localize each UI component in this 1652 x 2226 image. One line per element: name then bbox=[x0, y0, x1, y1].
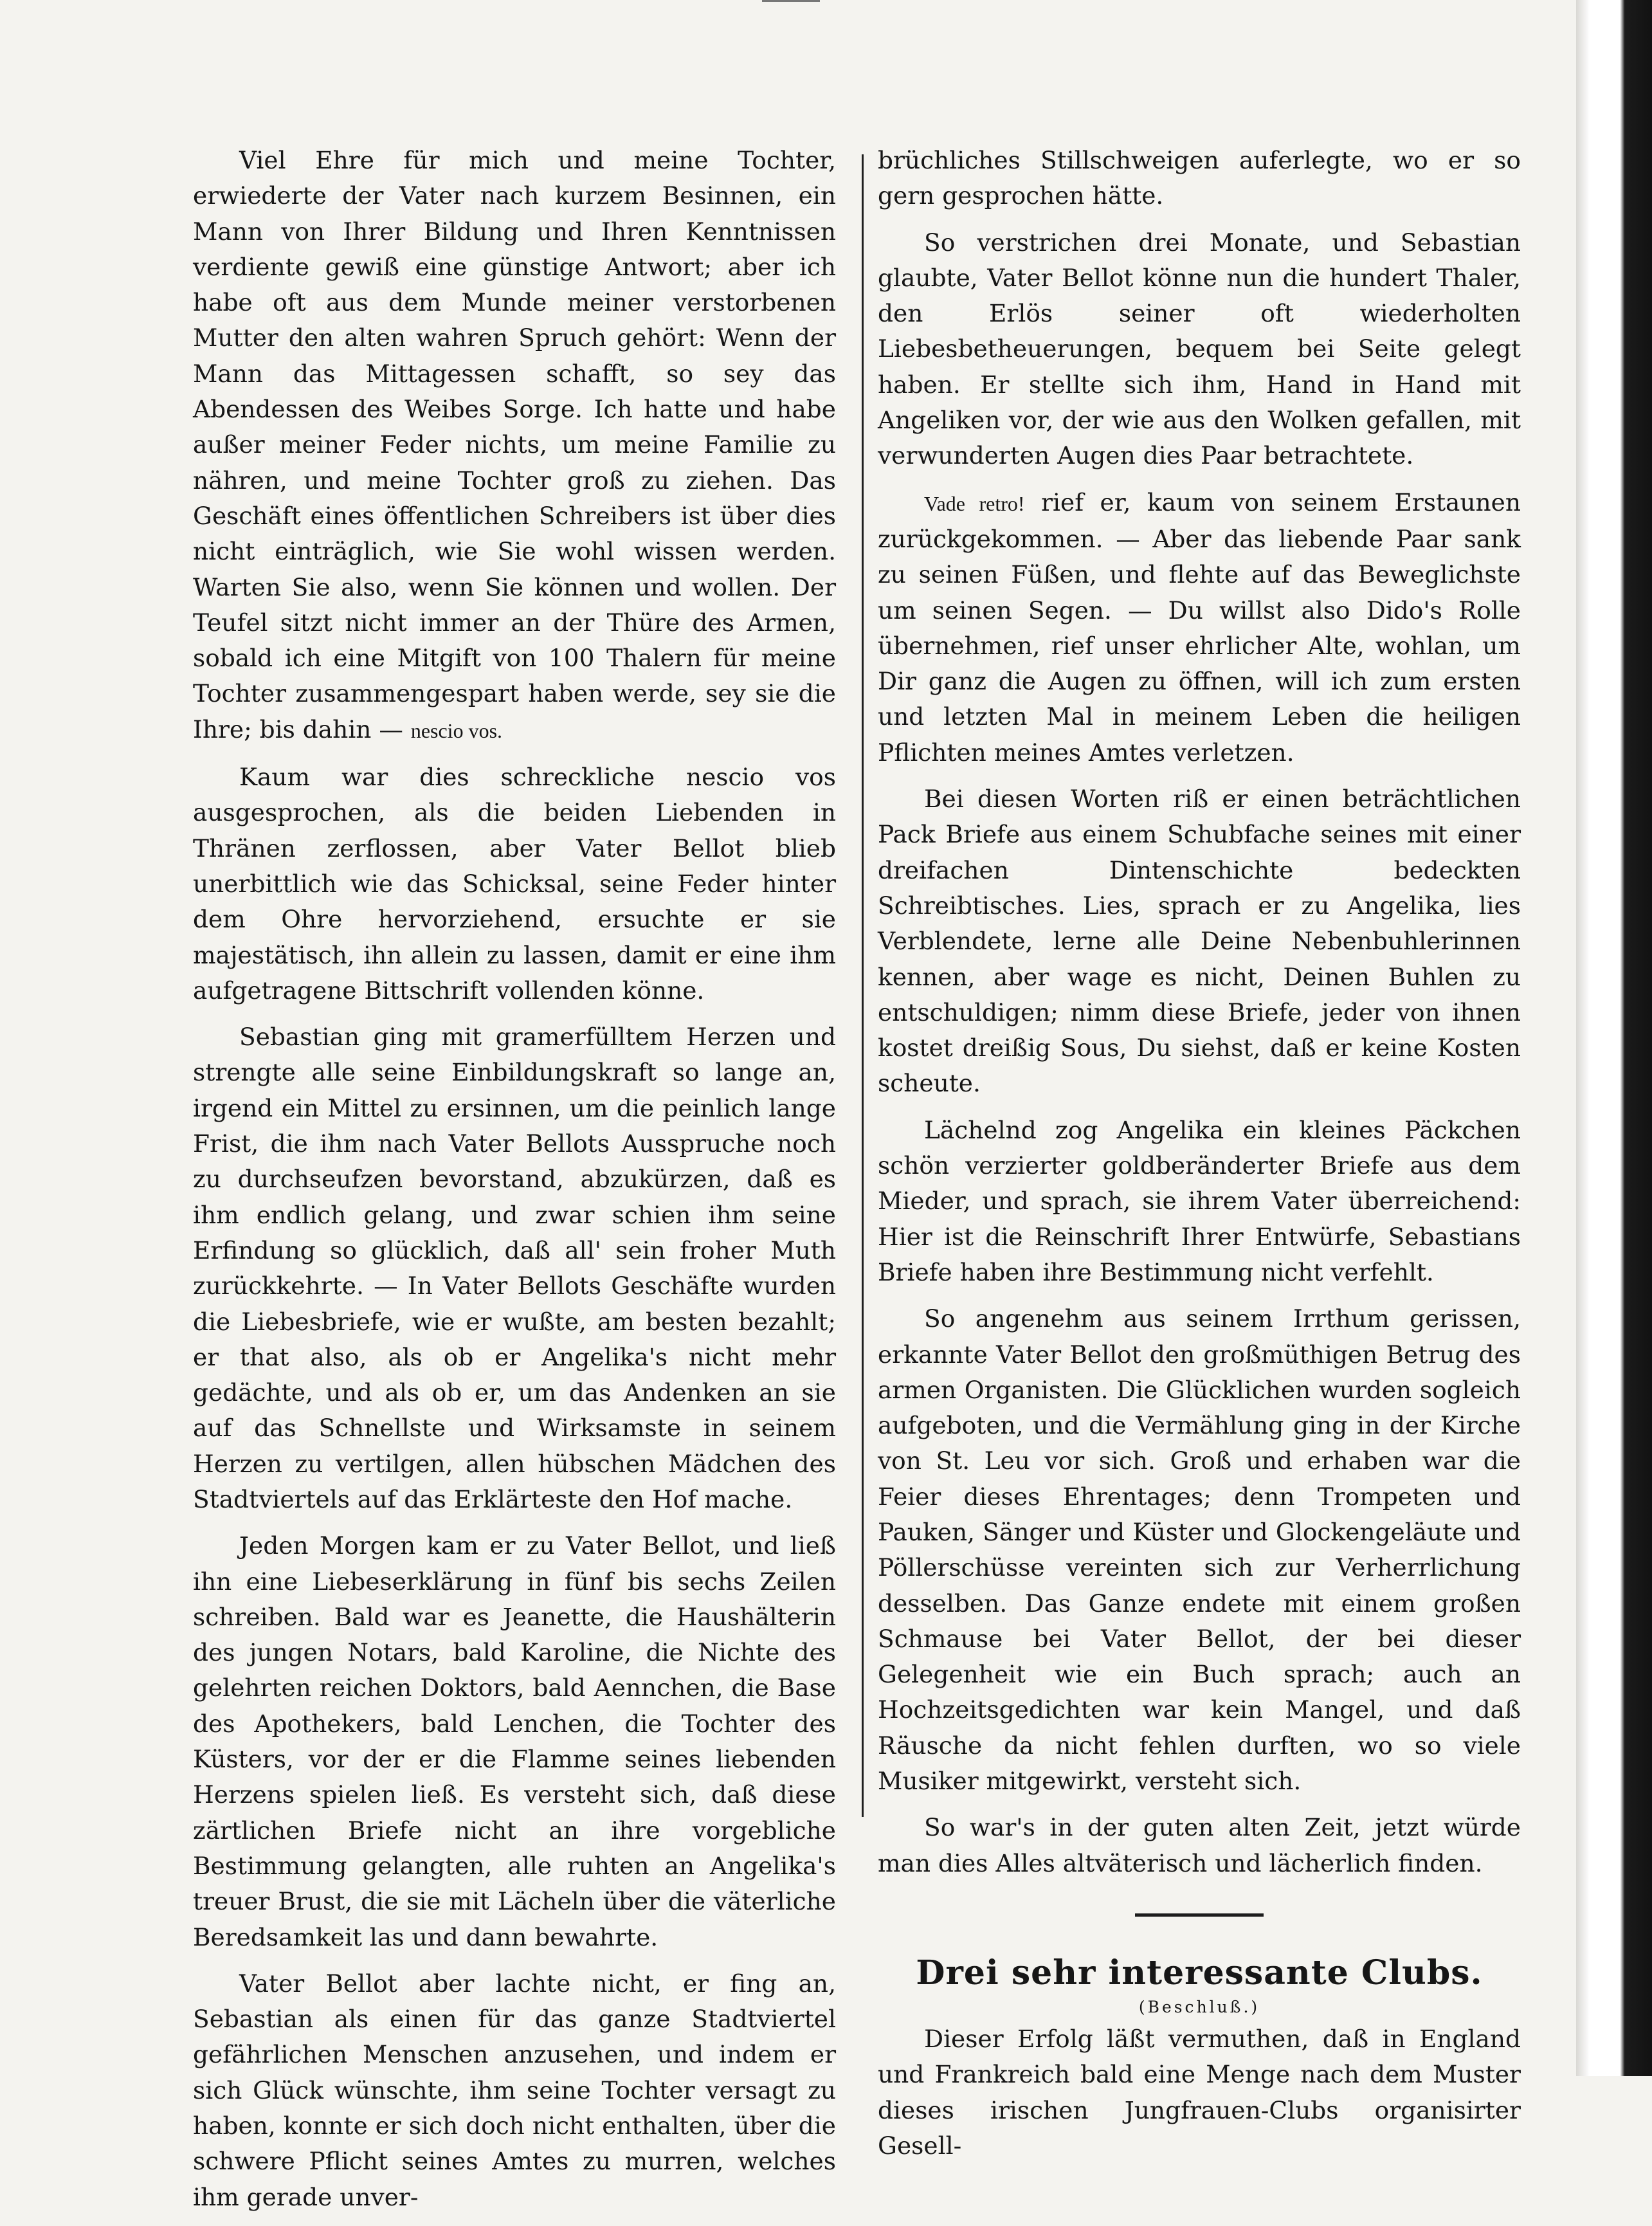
paragraph: Jeden Morgen kam er zu Vater Bellot, und ließ ihn eine Liebeserklärung in fünf bis sechs Zeilen schreiben. Bald war es Jeanette, die Haushälterin des jungen Notars, bald Karoline, die Nichte des gelehrten reichen Doktors, bald Aennchen, die Base des Apothekers, bald Lenchen, die Tochter des Küsters, vor der er die Flamme seines liebenden Herzens spielen ließ. Es versteht sich, daß diese zärtlichen Briefe nicht an ihre vorgebliche Bestimmung gelangten, alle ruhten an Angelika's treuer Brust, die sie mit Lächeln über die väterliche Beredsamkeit las und dann bewahrte. bbox=[193, 1531, 836, 1951]
left-column bbox=[193, 143, 836, 2226]
paragraph: Viel Ehre für mich und meine Tochter, erwiederte der Vater nach kurzem Besinnen, ein Mann von Ihrer Bildung und Ihren Kenntnissen verdiente gewiß eine günstige Antwort; aber ich habe oft aus dem Munde meiner verstorbenen Mutter den alten wahren Spruch gehört: Wenn der Mann das Mittagessen schafft, so sey das Abendessen des Weibes Sorge. Ich hatte und habe außer meiner Feder nichts, um meine Familie zu nähren, und meine Tochter groß zu ziehen. Das Geschäft eines öffentlichen Schreibers ist über dies nicht einträglich, wie Sie wohl wissen werden. Warten Sie also, wenn Sie können und wollen. Der Teufel sitzt nicht immer an der Thüre des Armen, sobald ich eine Mitgift von 100 Thalern für meine Tochter zusammengespart haben werde, sey sie die Ihre; bis dahin — nescio vos. bbox=[193, 146, 836, 744]
paragraph: So angenehm aus seinem Irrthum gerissen, erkannte Vater Bellot den großmüthigen Betrug des armen Organisten. Die Glücklichen wurden sogleich aufgeboten, und die Vermählung ging in der Kirche von St. Leu vor sich. Groß und erhaben war die Feier dieses Ehrentages; denn Trompeten und Pauken, Sänger und Küster und Glockengeläute und Pöllerschüsse vereinten sich zur Verherrlichung desselben. Das Ganze endete mit einem großen Schmause bei Vater Bellot, der bei dieser Gelegenheit wie ein Buch sprach; auch an Hochzeitsgedichten war kein Mangel, und daß Räusche da nicht fehlen durften, wo so viele Musiker mitgewirkt, versteht sich. bbox=[878, 1304, 1521, 1796]
scan-page-edge bbox=[1576, 0, 1652, 2076]
section-separator bbox=[1135, 1913, 1264, 1917]
paragraph: Dieser Erfolg läßt vermuthen, daß in England und Frankreich bald eine Menge nach dem Muster dieses irischen Jungfrauen-Clubs organisirter Gesell- bbox=[878, 2024, 1521, 2160]
paragraph: So verstrichen drei Monate, und Sebastian glaubte, Vater Bellot könne nun die hundert Thaler, den Erlös seiner oft wiederholten Liebesbetheuerungen, bequem bei Seite gelegt haben. Er stellte sich ihm, Hand in Hand mit Angeliken vor, der wie aus den Wolken gefallen, mit verwunderten Augen dies Paar betrachtete. bbox=[878, 228, 1521, 470]
paragraph: Sebastian ging mit gramerfülltem Herzen und strengte alle seine Einbildungskraft so lange an, irgend ein Mittel zu ersinnen, um die peinlich lange Frist, die ihm nach Vater Bellots Ausspruche noch zu durchseufzen bevorstand, abzukürzen, daß es ihm endlich gelang, und zwar schien ihm seine Erfindung so glücklich, daß all' sein froher Muth zurückkehrte. — In Vater Bellots Geschäfte wurden die Liebesbriefe, wie er wußte, am besten bezahlt; er that also, als ob er Angelika's nicht mehr gedächte, und als ob er, um das Andenken an sie auf das Schnellste und Wirksamste in seinem Herzen zu vertilgen, allen hübschen Mädchen des Stadtviertels auf das Erklärteste den Hof mache. bbox=[193, 1023, 836, 1513]
column-divider bbox=[862, 154, 864, 1817]
paragraph: Bei diesen Worten riß er einen beträchtlichen Pack Briefe aus einem Schubfache seines mit einer dreifachen Dintenschichte bedeckten Schreibtisches. Lies, sprach er zu Angelika, lies Verblendete, lerne alle Deine Nebenbuhlerinnen kennen, aber wage es nicht, Deinen Buhlen zu entschuldigen; nimm diese Briefe, jeder von ihnen kostet dreißig Sous, Du siehst, daß er keine Kosten scheute. bbox=[878, 785, 1521, 1098]
article-subtitle: (Beschluß.) bbox=[1138, 1997, 1260, 2016]
top-edge-mark bbox=[762, 0, 820, 6]
paragraph: Vater Bellot aber lachte nicht, er fing an, Sebastian als einen für das ganze Stadtviertel gefährlichen Menschen anzusehen, und indem er sich Glück wünschte, ihm seine Tochter versagt zu haben, konnte er sich doch nicht enthalten, über die schwere Pflicht seines Amtes zu murren, welches ihm gerade unver- bbox=[193, 1969, 836, 2211]
right-column bbox=[878, 143, 1521, 2175]
continued-paragraph: brüchliches Stillschweigen auferlegte, wo er so gern gesprochen hätte. bbox=[878, 146, 1521, 210]
paragraph: Kaum war dies schreckliche nescio vos ausgesprochen, als die beiden Liebenden in Thränen zerflossen, aber Vater Bellot blieb unerbittlich wie das Schicksal, seine Feder hinter dem Ohre hervorziehend, ersuchte er sie majestätisch, ihn allein zu lassen, damit er eine ihm aufgetragene Bittschrift vollenden könne. bbox=[193, 763, 836, 1005]
article-title: Drei sehr interessante Clubs. bbox=[916, 1953, 1483, 1993]
paragraph: Vade retro! rief er, kaum von seinem Erstaunen zurückgekommen. — Aber das liebende Paar sank zu seinen Füßen, und flehte auf das Beweglichste um seinen Segen. — Du willst also Dido's Rolle übernehmen, rief unser ehrlicher Alte, wohlan, um Dir ganz die Augen zu öffnen, will ich zum ersten und letzten Mal in meinem Leben die heiligen Pflichten meines Amtes verletzen. bbox=[878, 488, 1521, 767]
paragraph: So war's in der guten alten Zeit, jetzt würde man dies Alles altväterisch und lächerlich finden. bbox=[878, 1813, 1521, 1877]
paragraph: Lächelnd zog Angelika ein kleines Päckchen schön verzierter goldberänderter Briefe aus dem Mieder, und sprach, sie ihrem Vater überreichend: Hier ist die Reinschrift Ihrer Entwürfe, Sebastians Briefe haben ihre Bestimmung nicht verfehlt. bbox=[878, 1115, 1521, 1286]
